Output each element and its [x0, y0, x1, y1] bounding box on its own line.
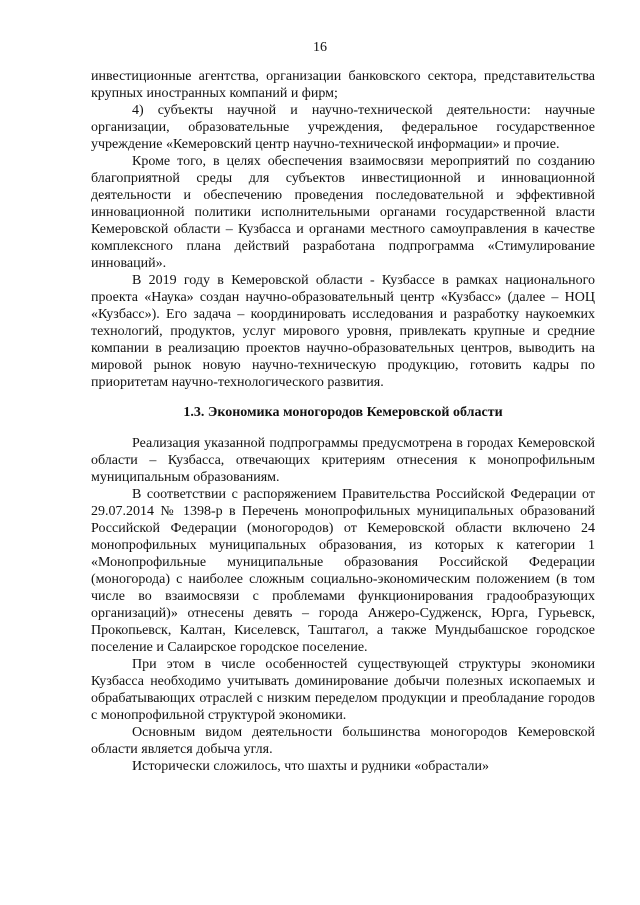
document-body	[91, 68, 595, 775]
page-number: 16	[313, 40, 327, 55]
paragraph: Кроме того, в целях обеспечения взаимосвязи мероприятий по созданию благоприятной среды для субъектов инвестиционной и инновационной деятельности и обеспечению проведения последовательной и эффективной инновационной политики исполнительными органами государственной власти Кемеровской области – Кузбасса и органами местного самоуправления в качестве комплексного плана действий разработана подпрограмма «Стимулирование инноваций».	[91, 154, 595, 271]
paragraph: В 2019 году в Кемеровской области - Кузбассе в рамках национального проекта «Наука» создан научно-образовательный центр «Кузбасс» (далее – НОЦ «Кузбасс»). Его задача – координировать исследования и разработку наукоемких технологий, продуктов, услуг мирового уровня, привлекать крупные и средние компании в реализацию проектов научно-образовательных центров, выводить на мировой рынок новую научно-техническую продукцию, готовить кадры по приоритетам научно-технологического развития.	[91, 273, 595, 390]
paragraph: При этом в числе особенностей существующей структуры экономики Кузбасса необходимо учитывать доминирование добычи полезных ископаемых и обрабатывающих отраслей с низким переделом продукции и преобладание городов с монопрофильной структурой экономики.	[91, 657, 595, 723]
paragraph: В соответствии с распоряжением Правительства Российской Федерации от 29.07.2014 № 1398-р в Перечень монопрофильных муниципальных образований Российской Федерации (моногородов) от Кемеровской области включено 24 монопрофильных муниципальных образования, из которых к категории 1 «Монопрофильные муниципальные образования Российской Федерации (моногорода) с наиболее сложным социально-экономическим положением (в том числе во взаимосвязи с проблемами функционирования градообразующих организаций)» отнесены девять – города Анжеро-Судженск, Юрга, Гурьевск, Прокопьевск, Калтан, Киселевск, Таштагол, а также Мундыбашское городское поселение и Салаирское городское поселение.	[91, 487, 595, 655]
section-heading: 1.3. Экономика моногородов Кемеровской области	[183, 405, 503, 420]
paragraph: Реализация указанной подпрограммы предусмотрена в городах Кемеровской области – Кузбасса, отвечающих критериям отнесения к монопрофильным муниципальным образованиям.	[91, 436, 595, 485]
paragraph: Основным видом деятельности большинства моногородов Кемеровской области является добыча угля.	[91, 725, 595, 757]
paragraph: инвестиционные агентства, организации банковского сектора, представительства крупных иностранных компаний и фирм;	[91, 69, 595, 101]
paragraph: Исторически сложилось, что шахты и рудники «обрастали»	[132, 759, 489, 774]
paragraph: 4) субъекты научной и научно-технической деятельности: научные организации, образовательные учреждения, федеральное государственное учреждение «Кемеровский центр научно-технической информации» и прочие.	[91, 103, 595, 152]
